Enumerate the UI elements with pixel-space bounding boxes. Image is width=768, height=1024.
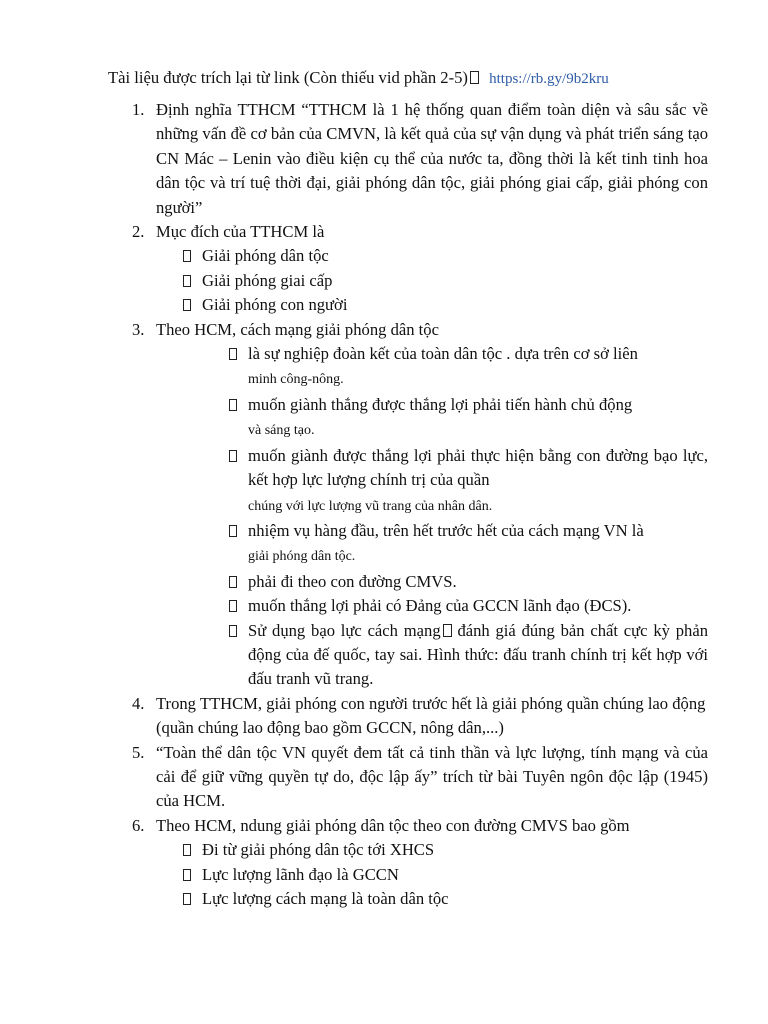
bullet-box-icon: [229, 600, 237, 612]
sub-item-text: Đi từ giải phóng dân tộc tới XHCS: [202, 840, 435, 860]
bullet-box-icon: [229, 348, 237, 360]
sub-item-text: Lực lượng lãnh đạo là GCCN: [202, 864, 399, 884]
sub-item-text: Giải phóng dân tộc: [202, 246, 329, 266]
sub-list: [156, 342, 708, 692]
sub-item-text-small: và sáng tạo.: [248, 423, 315, 439]
sub-item-text: Sử dụng bạo lực cách mạng: [248, 620, 441, 640]
sub-list-item: [180, 244, 708, 268]
sub-item-text: muốn thắng lợi phải có Đảng của GCCN lãnh đạo (ĐCS).: [248, 596, 632, 616]
sub-item-text-wrap: [248, 619, 708, 692]
sub-list-item: [180, 838, 708, 862]
sub-item-text: phải đi theo con đường CMVS.: [248, 571, 457, 591]
header-line: [108, 66, 609, 91]
sub-list-item: [180, 269, 708, 293]
list-item: [132, 98, 708, 220]
sub-list-item: [226, 619, 708, 692]
sub-item-text: là sự nghiệp đoàn kết của toàn dân tộc . dựa trên cơ sở liên: [248, 344, 638, 364]
sub-list: [156, 838, 708, 911]
sub-item-text: muốn giành được thắng lợi phải thực hiện bằng con đường bạo lực, kết hợp lực lượng chính trị của quần: [248, 445, 708, 490]
bullet-box-icon: [183, 893, 191, 905]
list-item: [132, 741, 708, 814]
sub-list-item: [180, 887, 708, 911]
missing-glyph-icon: [443, 624, 452, 637]
missing-glyph-icon: [470, 71, 479, 84]
item-text: Mục đích của TTHCM là: [156, 222, 325, 242]
item-text: “Toàn thể dân tộc VN quyết đem tất cả tinh thần và lực lượng, tính mạng và của cải để giữ vững quyền tự do, độc lập ấy” trích từ bài Tuyên ngôn độc lập (1945) của HCM.: [156, 742, 708, 811]
item-text: Theo HCM, cách mạng giải phóng dân tộc: [156, 319, 439, 339]
sub-list-item: [226, 444, 708, 519]
sub-list-item: [226, 570, 708, 594]
sub-item-text: Lực lượng cách mạng là toàn dân tộc: [202, 889, 449, 908]
sub-item-text-small: giải phóng dân tộc.: [248, 549, 356, 565]
item-number: 5.: [132, 742, 145, 762]
bullet-box-icon: [183, 844, 191, 856]
source-link[interactable]: https://rb.gy/9b2kru: [489, 71, 609, 87]
bullet-box-icon: [183, 275, 191, 287]
sub-list-item: [226, 393, 708, 444]
sub-list-item: [226, 594, 708, 618]
bullet-box-icon: [229, 576, 237, 588]
sub-item-text: nhiệm vụ hàng đầu, trên hết trước hết của cách mạng VN là: [248, 520, 644, 540]
sub-list-item: [226, 519, 708, 570]
list-item: [132, 318, 708, 692]
bullet-box-icon: [229, 450, 237, 462]
bullet-box-icon: [183, 299, 191, 311]
sub-list-item: [180, 863, 708, 887]
list-item: [132, 220, 708, 318]
numbered-list: [132, 98, 708, 911]
sub-item-text-cont: đánh giá đúng bản chất cực kỳ phản động của đế quốc, tay sai. Hình thức: đấu tranh chính trị kết hợp với đấu tranh vũ trang.: [248, 620, 708, 689]
sub-item-text: muốn giành thắng được thắng lợi phải tiến hành chủ động: [248, 394, 633, 414]
item-number: 2.: [132, 222, 145, 242]
item-text: Trong TTHCM, giải phóng con người trước hết là giải phóng quần chúng lao động (quần chúng lao động bao gồm GCCN, nông dân,...): [156, 693, 706, 738]
sub-item-text: Giải phóng giai cấp: [202, 270, 333, 290]
item-text: Theo HCM, ndung giải phóng dân tộc theo con đường CMVS bao gồm: [156, 815, 630, 835]
item-number: 1.: [132, 100, 145, 119]
bullet-box-icon: [183, 250, 191, 262]
bullet-box-icon: [229, 625, 237, 637]
item-text: Định nghĩa TTHCM “TTHCM là 1 hệ thống quan điểm toàn diện và sâu sắc về những vấn đề cơ bản của CMVN, là kết quả của sự vận dụng và phát triển sáng tạo CN Mác – Lenin vào điều kiện cụ thể của nước ta, đồng thời là kết tinh tinh hoa dân tộc và trí tuệ thời đại, giải phóng dân tộc, giải phóng giai cấp, giải phóng con người”: [156, 100, 708, 217]
item-number: 4.: [132, 693, 145, 713]
bullet-box-icon: [183, 869, 191, 881]
bullet-box-icon: [229, 399, 237, 411]
bullet-box-icon: [229, 525, 237, 537]
list-item: [132, 692, 708, 741]
sub-list-item: [226, 342, 708, 393]
item-number: 6.: [132, 815, 145, 835]
item-number: 3.: [132, 319, 145, 339]
header-text: Tài liệu được trích lại từ link (Còn thiếu vid phần 2-5): [108, 68, 468, 87]
sub-item-text-small: chúng với lực lượng vũ trang của nhân dân.: [248, 498, 493, 514]
sub-list-item: [180, 293, 708, 317]
sub-item-text-small: minh công-nông.: [248, 372, 344, 388]
sub-list: [156, 244, 708, 317]
list-item: [132, 814, 708, 912]
sub-item-text: Giải phóng con người: [202, 295, 348, 315]
